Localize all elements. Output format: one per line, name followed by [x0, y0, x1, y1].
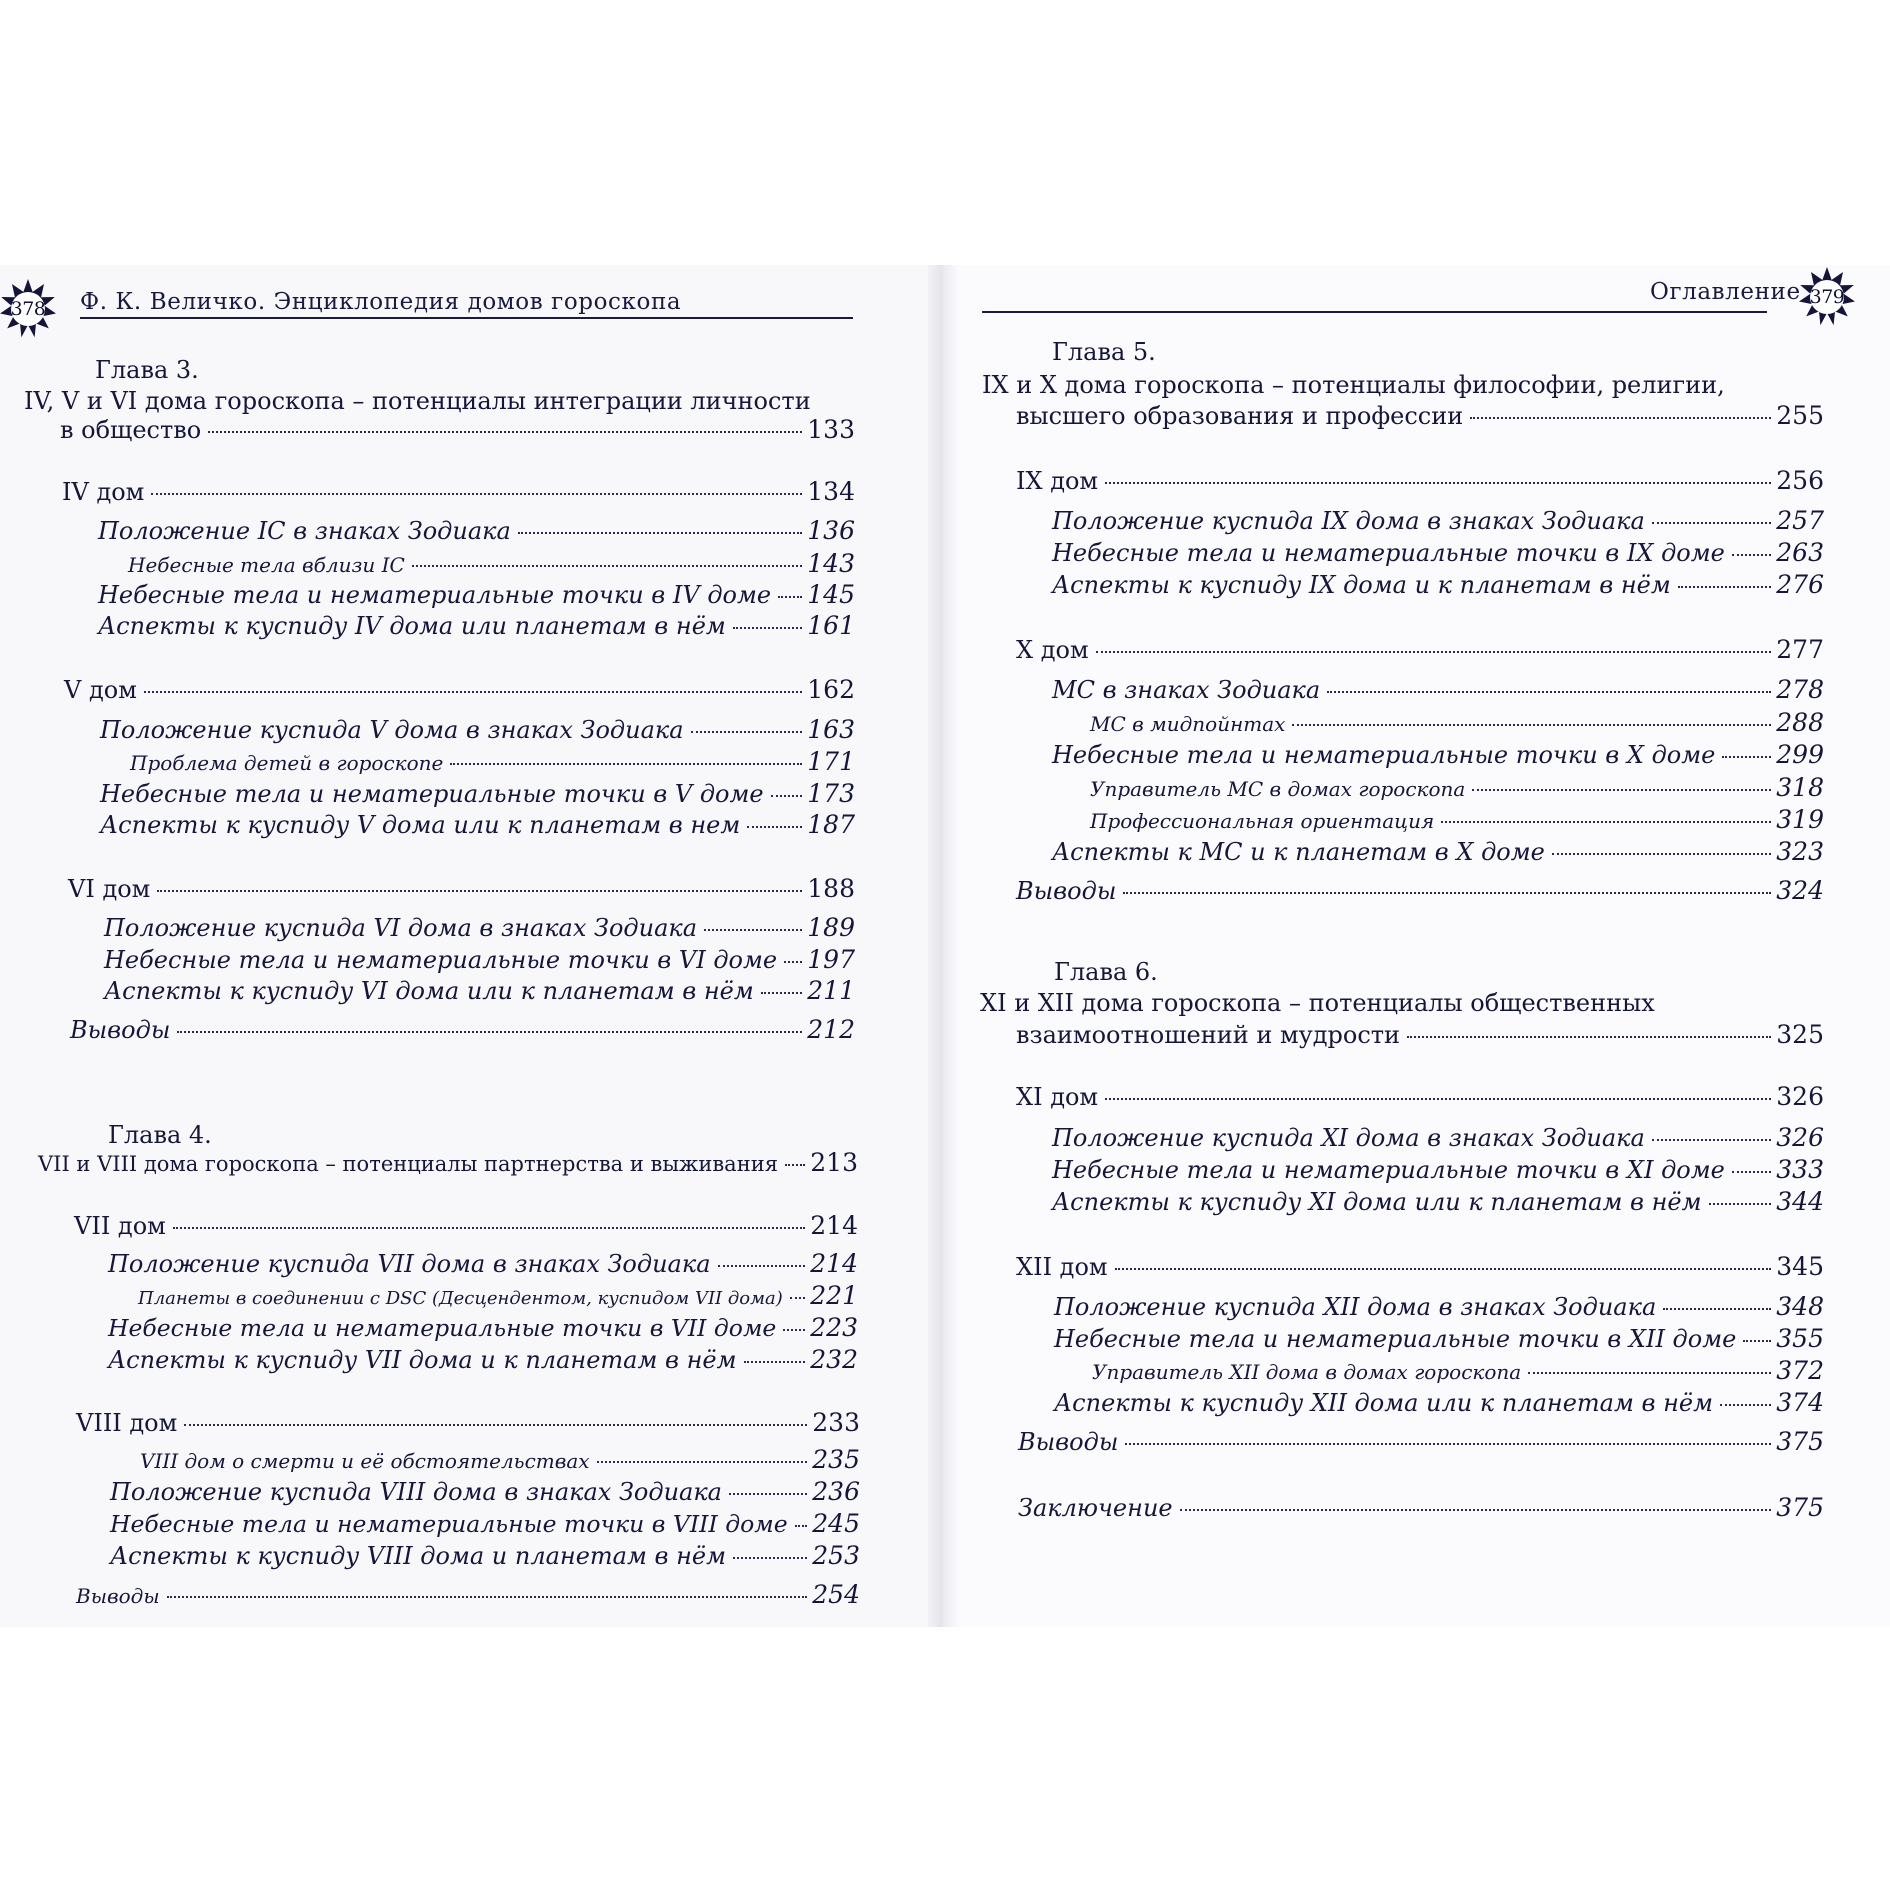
toc-page-number: 345	[1776, 1252, 1824, 1281]
toc-entry-text: Небесные тела и нематериальные точки в VIII доме	[110, 1510, 788, 1538]
toc-entry-text: Положение куспида XI дома в знаках Зодиака	[1052, 1124, 1645, 1152]
toc-entry[interactable]	[1052, 506, 1824, 536]
leader-dots	[1552, 853, 1771, 855]
toc-page-number: 374	[1776, 1388, 1824, 1417]
toc-page-number: 277	[1776, 635, 1824, 664]
leader-dots	[1292, 724, 1771, 726]
toc-entry[interactable]	[100, 779, 855, 809]
toc-entry[interactable]	[108, 1345, 858, 1375]
toc-entry-text: IV дом	[62, 478, 145, 506]
toc-entry[interactable]	[98, 580, 855, 610]
left-running-header: Ф. К. Величко. Энциклопедия домов гороскопа	[80, 289, 682, 315]
toc-page-number: 257	[1776, 506, 1824, 535]
toc-entry[interactable]	[110, 1509, 860, 1539]
toc-entry-text: Небесные тела и нематериальные точки в IX доме	[1052, 539, 1725, 567]
toc-chapter-entry[interactable]	[38, 1148, 858, 1179]
toc-entry-text: Небесные тела и нематериальные точки в V доме	[100, 780, 764, 808]
toc-entry-text: Небесные тела и нематериальные точки в IV доме	[98, 581, 772, 609]
toc-entry[interactable]	[104, 913, 855, 943]
page-number-right: 379	[1809, 286, 1845, 308]
leader-dots	[784, 961, 802, 963]
toc-page-number: 145	[807, 580, 855, 609]
toc-entry-text: Заключение	[1018, 1494, 1173, 1522]
toc-entry-text: Небесные тела и нематериальные точки в VI доме	[104, 946, 778, 974]
leader-dots	[1743, 1340, 1771, 1342]
toc-entry-text: Аспекты к МС и к планетам в X доме	[1052, 838, 1545, 866]
leader-dots	[177, 1031, 802, 1033]
leader-dots	[729, 1493, 807, 1495]
leader-dots	[778, 596, 802, 598]
toc-page-number: 235	[812, 1445, 860, 1474]
toc-entry-text: Планеты в соединении с DSC (Десцендентом, куспидом VII дома)	[138, 1288, 783, 1309]
toc-entry[interactable]	[110, 1477, 860, 1507]
toc-entry[interactable]	[1052, 675, 1824, 705]
toc-page-number: 324	[1776, 876, 1824, 905]
toc-entry[interactable]	[100, 810, 855, 840]
toc-entry-text: Управитель МС в домах гороскопа	[1090, 777, 1466, 801]
toc-page-number: 163	[807, 715, 855, 744]
toc-page-number: 133	[807, 415, 855, 444]
toc-entry-text: Положение куспида VII дома в знаках Зодиака	[108, 1250, 711, 1278]
toc-entry[interactable]	[76, 1408, 860, 1438]
toc-entry-text: Положение куспида V дома в знаках Зодиака	[100, 716, 684, 744]
leader-dots	[1096, 651, 1772, 653]
leader-dots	[184, 1424, 807, 1426]
toc-entry[interactable]	[1052, 1123, 1824, 1153]
toc-page-number: 372	[1776, 1356, 1824, 1385]
leader-dots	[144, 691, 802, 693]
toc-entry-text: Управитель XII дома в домах гороскопа	[1092, 1360, 1522, 1384]
leader-dots	[1722, 756, 1771, 758]
chapter-title: IV, V и VI дома гороскопа – потенциалы интеграции личности	[24, 387, 811, 415]
toc-page-number: 213	[810, 1148, 858, 1177]
toc-entry[interactable]	[138, 1281, 858, 1314]
toc-entry-text: VI дом	[68, 875, 151, 903]
leader-dots	[167, 1596, 808, 1598]
toc-entry-text: Небесные тела и нематериальные точки в X доме	[1052, 741, 1716, 769]
toc-entry-text: VIII дом о смерти и её обстоятельствах	[140, 1449, 590, 1473]
leader-dots	[1125, 1443, 1771, 1445]
book-gutter	[928, 265, 958, 1627]
toc-entry-text: Аспекты к куспиду IX дома и к планетам в нём	[1052, 571, 1671, 599]
toc-entry-conclusion[interactable]	[1018, 1493, 1824, 1523]
toc-entry[interactable]	[62, 477, 855, 507]
chapter-title: IX и X дома гороскопа – потенциалы философии, религии,	[982, 371, 1725, 399]
leader-dots	[704, 929, 802, 931]
leader-dots	[1327, 691, 1771, 693]
toc-entry[interactable]	[98, 516, 855, 546]
toc-entry-text: Небесные тела вблизи IC	[128, 553, 405, 577]
toc-page-number: 245	[812, 1509, 860, 1538]
toc-entry[interactable]	[1016, 876, 1824, 906]
toc-page-number: 214	[810, 1211, 858, 1240]
toc-page-number: 189	[807, 913, 855, 942]
chapter-title: XI и XII дома гороскопа – потенциалы общественных	[980, 989, 1655, 1017]
toc-page-number: 253	[812, 1541, 860, 1570]
toc-page-number: 162	[807, 675, 855, 704]
toc-page-number: 326	[1776, 1082, 1824, 1111]
toc-entry[interactable]	[104, 976, 855, 1006]
toc-entry[interactable]	[140, 1445, 860, 1476]
toc-page-number: 187	[807, 810, 855, 839]
leader-dots	[157, 890, 802, 892]
toc-entry[interactable]	[1016, 1082, 1824, 1112]
left-header-rule	[80, 317, 853, 319]
leader-dots	[1652, 522, 1772, 524]
toc-entry[interactable]	[130, 747, 855, 778]
toc-page-number: 143	[807, 549, 855, 578]
leader-dots	[1472, 789, 1771, 791]
leader-dots	[761, 992, 803, 994]
leader-dots	[733, 1557, 807, 1559]
toc-page-number: 263	[1776, 538, 1824, 567]
leader-dots	[450, 763, 802, 765]
toc-page-number: 326	[1776, 1123, 1824, 1152]
toc-entry[interactable]	[1016, 635, 1824, 665]
leader-dots	[597, 1461, 808, 1463]
leader-dots	[1470, 417, 1771, 419]
leader-dots	[785, 1164, 805, 1166]
toc-entry-text: VII дом	[74, 1212, 166, 1240]
toc-entry[interactable]	[76, 1580, 860, 1611]
chapter-label: Глава 4.	[108, 1121, 212, 1149]
toc-entry-text: XII дом	[1016, 1253, 1108, 1281]
leader-dots	[1123, 892, 1771, 894]
leader-dots	[691, 731, 803, 733]
toc-page-number: 161	[807, 611, 855, 640]
toc-page-number: 333	[1776, 1155, 1824, 1184]
toc-entry-text: X дом	[1016, 636, 1089, 664]
toc-entry[interactable]	[74, 1211, 858, 1241]
leader-dots	[1407, 1036, 1771, 1038]
toc-entry-text: Положение IC в знаках Зодиака	[98, 517, 511, 545]
toc-entry[interactable]	[110, 1541, 860, 1571]
toc-entry-text: VIII дом	[76, 1409, 178, 1437]
leader-dots	[1105, 1098, 1771, 1100]
toc-entry-text: V дом	[64, 676, 137, 704]
toc-entry-text: Выводы	[1018, 1428, 1119, 1456]
toc-page-number: 136	[807, 516, 855, 545]
toc-entry[interactable]	[1052, 1187, 1824, 1217]
toc-page-number: 254	[812, 1580, 860, 1609]
toc-entry-text: Проблема детей в гороскопе	[130, 751, 444, 775]
chapter-label: Глава 3.	[95, 356, 199, 384]
toc-page-number: 197	[807, 945, 855, 974]
leader-dots	[783, 1329, 805, 1331]
toc-entry-text: МС в мидпойнтах	[1090, 712, 1286, 736]
toc-entry-text: Положение куспида IX дома в знаках Зодиака	[1052, 507, 1645, 535]
leader-dots	[1663, 1308, 1771, 1310]
leader-dots	[1732, 554, 1771, 556]
leader-dots	[747, 826, 802, 828]
toc-page-number: 236	[812, 1477, 860, 1506]
toc-page-number: 134	[807, 477, 855, 506]
toc-page-number: 188	[807, 874, 855, 903]
toc-page-number: 255	[1776, 401, 1824, 430]
toc-entry-text: Выводы	[76, 1584, 160, 1608]
toc-entry[interactable]	[104, 945, 855, 975]
toc-entry[interactable]	[70, 1015, 855, 1045]
leader-dots	[1709, 1203, 1772, 1205]
page-number-badge-left	[0, 277, 60, 341]
toc-entry-text: Аспекты к куспиду XII дома или к планетам в нём	[1054, 1389, 1713, 1417]
toc-entry[interactable]	[98, 611, 855, 641]
right-header-rule	[982, 311, 1767, 313]
toc-chapter-entry[interactable]	[1016, 1020, 1824, 1050]
toc-entry[interactable]	[108, 1249, 858, 1279]
toc-entry-text: Небесные тела и нематериальные точки в VII доме	[108, 1314, 777, 1342]
leader-dots	[518, 532, 802, 534]
toc-page-number: 344	[1776, 1187, 1824, 1216]
page-number-left: 378	[10, 298, 46, 320]
leader-dots	[1720, 1404, 1771, 1406]
leader-dots	[1652, 1139, 1772, 1141]
leader-dots	[795, 1525, 808, 1527]
toc-entry[interactable]	[64, 675, 855, 705]
toc-page-number: 375	[1776, 1493, 1824, 1522]
toc-entry-text: взаимоотношений и мудрости	[1016, 1021, 1401, 1049]
toc-entry-text: Аспекты к куспиду VIII дома и планетам в нём	[110, 1542, 727, 1570]
toc-page-number: 348	[1776, 1292, 1824, 1321]
leader-dots	[718, 1265, 806, 1267]
toc-entry[interactable]	[1090, 805, 1824, 836]
toc-entry-text: высшего образования и профессии	[1016, 402, 1464, 430]
page-number-badge-right	[1795, 265, 1859, 329]
toc-entry[interactable]	[1052, 1155, 1824, 1185]
toc-entry[interactable]	[1092, 1356, 1824, 1387]
toc-entry-text: Аспекты к куспиду XI дома или к планетам в нём	[1052, 1188, 1702, 1216]
toc-page-number: 318	[1776, 773, 1824, 802]
toc-entry-text: МС в знаках Зодиака	[1052, 676, 1321, 704]
toc-page-number: 223	[810, 1313, 858, 1342]
toc-page-number: 232	[810, 1345, 858, 1374]
toc-page-number: 375	[1776, 1427, 1824, 1456]
toc-page-number: 299	[1776, 740, 1824, 769]
toc-page-number: 211	[807, 976, 855, 1005]
toc-entry-text: Положение куспида XII дома в знаках Зодиака	[1054, 1293, 1657, 1321]
toc-page-number: 171	[807, 747, 855, 776]
leader-dots	[1678, 586, 1772, 588]
toc-entry[interactable]	[1016, 1252, 1824, 1282]
toc-entry[interactable]	[1016, 466, 1824, 496]
toc-page-number: 173	[807, 779, 855, 808]
toc-entry-text: Профессиональная ориентация	[1090, 809, 1435, 833]
toc-page-number: 355	[1776, 1324, 1824, 1353]
leader-dots	[208, 431, 802, 433]
chapter-label: Глава 6.	[1054, 958, 1158, 986]
toc-page-number: 325	[1776, 1020, 1824, 1049]
leader-dots	[151, 493, 802, 495]
toc-entry[interactable]	[1052, 538, 1824, 568]
book-spread	[0, 265, 1890, 1627]
leader-dots	[173, 1227, 805, 1229]
toc-page-number: 278	[1776, 675, 1824, 704]
leader-dots	[1180, 1509, 1772, 1511]
toc-entry[interactable]	[128, 549, 855, 580]
toc-entry[interactable]	[1018, 1427, 1824, 1457]
toc-entry-text: Положение куспида VIII дома в знаках Зодиака	[110, 1478, 722, 1506]
toc-entry[interactable]	[1052, 570, 1824, 600]
leader-dots	[1732, 1171, 1771, 1173]
toc-entry[interactable]	[1090, 773, 1824, 804]
toc-entry[interactable]	[1052, 837, 1824, 867]
toc-page-number: 233	[812, 1408, 860, 1437]
toc-entry-text: Выводы	[1016, 877, 1117, 905]
toc-entry[interactable]	[100, 715, 855, 745]
leader-dots	[412, 565, 802, 567]
leader-dots	[1105, 482, 1771, 484]
leader-dots	[733, 627, 802, 629]
leader-dots	[1528, 1372, 1771, 1374]
toc-chapter-entry[interactable]	[1016, 401, 1824, 431]
toc-entry-text: VII и VIII дома гороскопа – потенциалы партнерства и выживания	[38, 1152, 778, 1176]
toc-page-number: 323	[1776, 837, 1824, 866]
toc-entry-text: Аспекты к куспиду IV дома или планетам в нём	[98, 612, 726, 640]
toc-entry[interactable]	[1052, 740, 1824, 770]
toc-entry-text: Аспекты к куспиду VII дома и к планетам в нём	[108, 1346, 737, 1374]
leader-dots	[1441, 821, 1771, 823]
toc-entry-text: IX дом	[1016, 467, 1099, 495]
toc-entry-text: Аспекты к куспиду VI дома или к планетам в нём	[104, 977, 754, 1005]
toc-entry-text: Небесные тела и нематериальные точки в XI доме	[1052, 1156, 1725, 1184]
toc-entry-text: Положение куспида VI дома в знаках Зодиака	[104, 914, 698, 942]
toc-page-number: 214	[810, 1249, 858, 1278]
leader-dots	[771, 795, 803, 797]
toc-entry-text: XI дом	[1016, 1083, 1099, 1111]
toc-page-number: 319	[1776, 805, 1824, 834]
toc-page-number: 212	[807, 1015, 855, 1044]
toc-page-number: 288	[1776, 708, 1824, 737]
toc-entry-text: Аспекты к куспиду V дома или к планетам в нем	[100, 811, 741, 839]
toc-entry[interactable]	[1054, 1388, 1824, 1418]
leader-dots	[744, 1361, 806, 1363]
toc-page-number: 276	[1776, 570, 1824, 599]
toc-page-number: 221	[810, 1281, 858, 1310]
chapter-label: Глава 5.	[1052, 338, 1156, 366]
toc-entry[interactable]	[68, 874, 855, 904]
toc-entry[interactable]	[1090, 708, 1824, 739]
toc-entry[interactable]	[1054, 1292, 1824, 1322]
toc-entry-text: Выводы	[70, 1016, 171, 1044]
toc-entry-text: Небесные тела и нематериальные точки в XII доме	[1054, 1325, 1737, 1353]
leader-dots	[1115, 1268, 1772, 1270]
toc-chapter-entry[interactable]	[60, 415, 855, 445]
toc-entry[interactable]	[108, 1313, 858, 1343]
right-running-header: Оглавление	[1650, 279, 1801, 305]
toc-page-number: 256	[1776, 466, 1824, 495]
toc-entry[interactable]	[1054, 1324, 1824, 1354]
toc-entry-text: в общество	[60, 416, 202, 444]
leader-dots	[790, 1297, 805, 1299]
